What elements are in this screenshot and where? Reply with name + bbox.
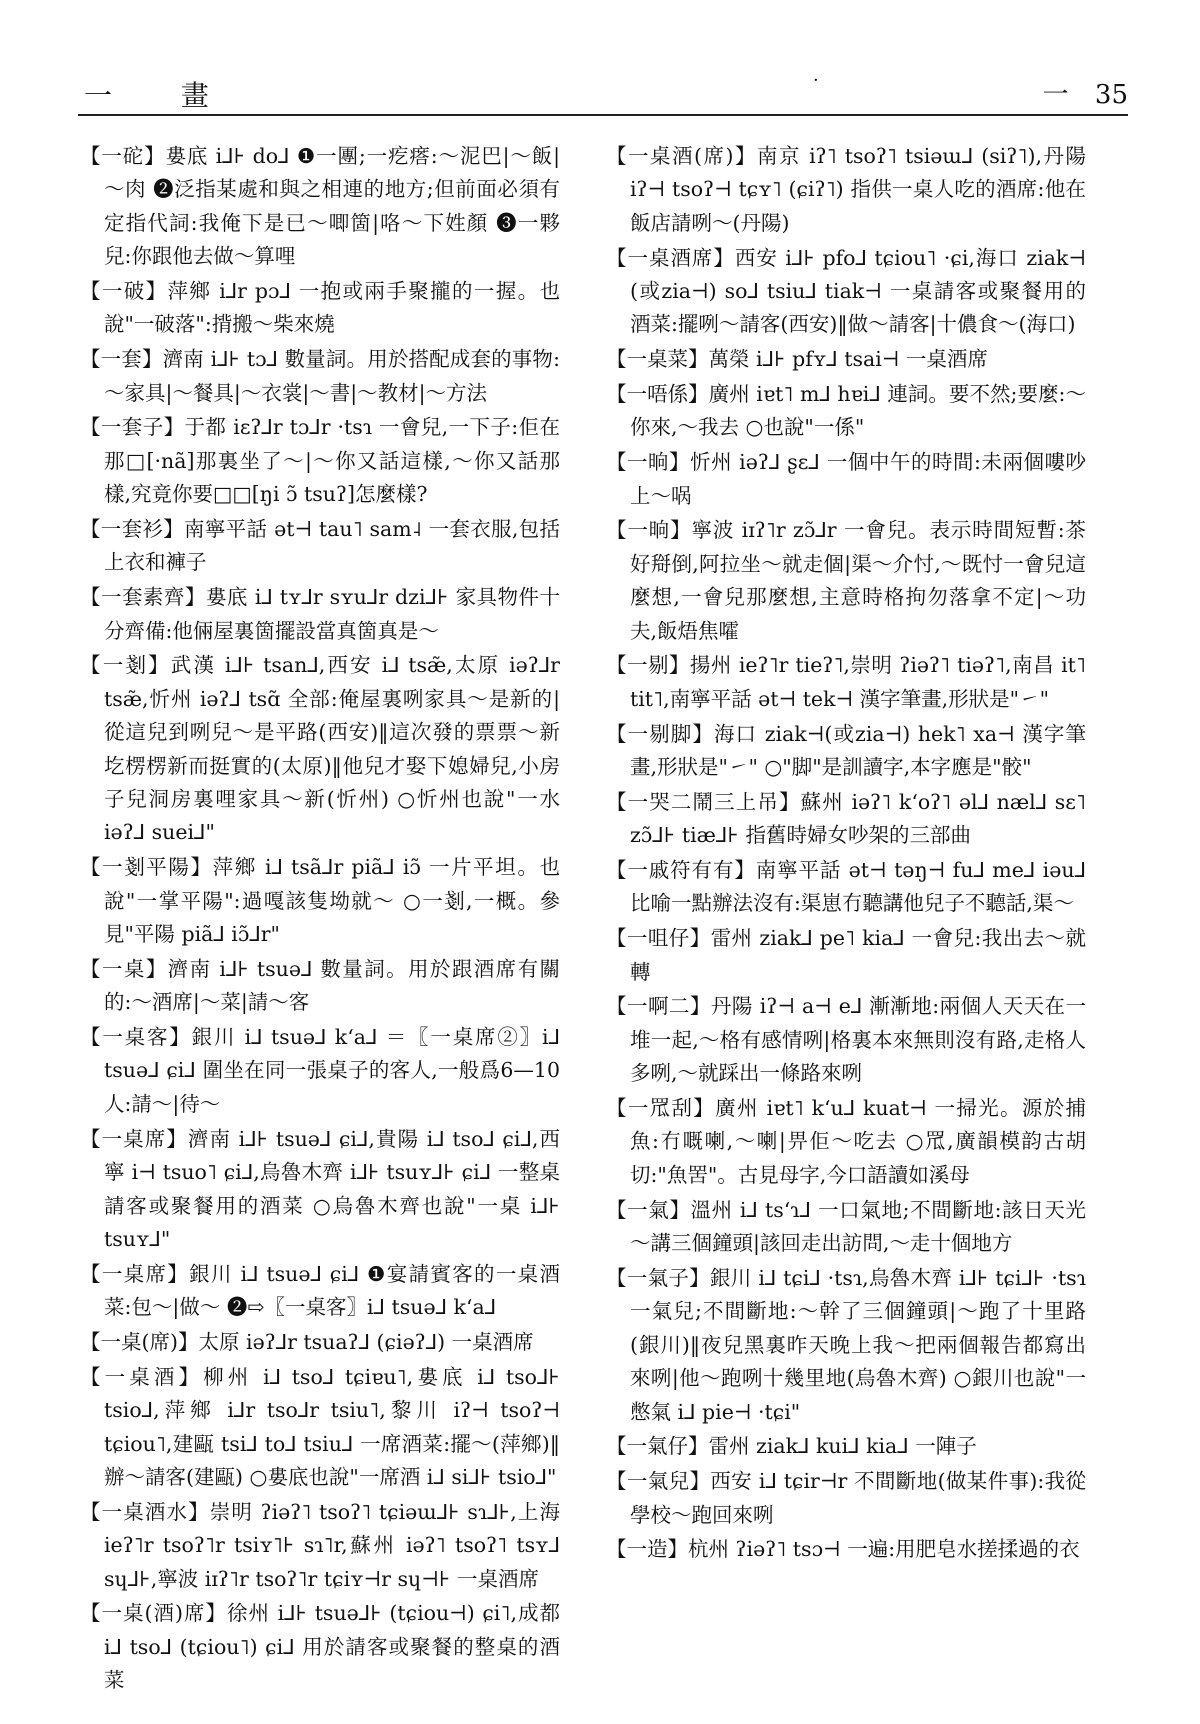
dictionary-entry: 【一戚符有有】南寧平話 ət⊣ təŋ⊣ fu⅃ me⅃ iəu⅃ 比喻一點辦法沒有:渠崽冇聽講他兒子不聽話,渠～ xyxy=(606,858,1086,916)
dictionary-entry: 【一氣子】銀川 i⅃ tɕi⅃ ·tsɿ,烏魯木齊 i⅃⊦ tɕi⅃⊦ ·tsɿ 一氣兒;不間斷地:～幹了三個鐘頭|～跑了十里路(銀川)‖夜兒黑裏昨天晚上我～把兩個報告都寫出來咧|他～跑咧十幾里地(烏魯木齊) ○銀川也說"一憋氣 i⅃ pie⊣ ·tɕi" xyxy=(606,1265,1086,1424)
dictionary-entry: 【一剔脚】海口 ziak⊣(或zia⊣) hek˥ xa⊣ 漢字筆畫,形狀是"㇀" ○"脚"是訓讀字,本字應是"骹" xyxy=(606,721,1086,780)
header-dot: · xyxy=(813,70,819,91)
dictionary-entry: 【一桌酒(席)】南京 iʔ˥ tsoʔ˥ tsiəɯ⅃ (siʔ˥),丹陽 iʔ⊣ tsoʔ⊣ tɕʏ˥ (ɕiʔ˥) 指供一桌人吃的酒席:他在飯店請咧～(丹陽) xyxy=(606,144,1086,235)
dictionary-entry: 【一剗平陽】萍鄉 i⅃ tsã⅃r piã⅃ iɔ̃ 一片平坦。也說"一掌平陽":過嘎該隻坳就～ ○一剗,一概。參見"平陽 piã⅃ iɔ̃⅃r" xyxy=(80,855,560,947)
dictionary-entry: 【一桌(酒)席】徐州 i⅃⊦ tsuə⅃⊦ (tɕiou⊣) ɕi˥,成都 i⅃ tso⅃ (tɕiou˥) ɕi⅃ 用於請客或聚餐的整桌的酒菜 xyxy=(80,1601,560,1693)
dictionary-entry: 【一桌(席)】太原 iəʔ⅃r tsuaʔ⅃ (ɕiəʔ⅃) 一桌酒席 xyxy=(80,1329,534,1354)
dictionary-entry: 【一晌】忻州 iəʔ⅃ ʂɛ⅃ 一個中午的時間:未兩個嘍吵上～㖞 xyxy=(606,450,1086,508)
dictionary-entry: 【一氣仔】雷州 ziak⅃ kui⅃ kia⅃ 一陣子 xyxy=(606,1434,977,1459)
dictionary-entry: 【一罛刮】廣州 iɐt˥ kʻu⅃ kuat⊣ 一掃光。源於捕魚:冇嘅喇,～喇|畀佢～吃去 ○罛,廣韻模韵古胡切:"魚罟"。古見母字,今口語讀如溪母 xyxy=(606,1096,1086,1187)
section-title: 一 畫 xyxy=(84,79,239,112)
dictionary-entry: 【一套衫】南寧平話 ət⊣ tau˥ sam˨ 一套衣服,包括上衣和褲子 xyxy=(80,517,560,575)
right-column xyxy=(606,140,1086,1700)
dictionary-entry: 【一桌客】銀川 i⅃ tsuə⅃ kʻa⅃ ＝〖一桌席②〗i⅃ tsuə⅃ ɕi⅃ 圍坐在同一張桌子的客人,一般爲6—10人:請～|待～ xyxy=(80,1025,560,1116)
dictionary-entry: 【一晌】寧波 iɪʔ˥r zɔ̃⅃r 一會兒。表示時間短暫:茶好搿倒,阿拉坐～就走個|渠～介忖,～既忖一會兒這麼想,一會兒那麼想,主意時格拘勿落拿不定|～功夫,飯焐焦嚯 xyxy=(606,518,1086,643)
dictionary-entry: 【一桌酒席】西安 i⅃⊦ pfo⅃ tɕiou˥ ·ɕi,海口 ziak⊣ (或zia⊣) so⅃ tsiu⅃ tiak⊣ 一桌請客或聚餐用的酒菜:擺咧～請客(西安)‖做～請客|十儂食～(海口) xyxy=(606,245,1086,337)
dictionary-entry: 【一桌酒水】崇明 ʔiəʔ˥ tsoʔ˥ tɕiəɯ⅃⊦ sɿ⅃⊦,上海 ieʔ˥r tsoʔ˥r tsiʏ˥⊦ sɿ˥r,蘇州 iəʔ˥ tsoʔ˥ tsʏ⅃ sɥ⅃⊦,寧波 iɪʔ˥r tsoʔ˥r tɕiʏ⊣r sɥ⊣⊦ 一桌酒席 xyxy=(80,1499,560,1591)
dictionary-entry: 【一破】萍鄉 i⅃r pɔ⅃ 一抱或兩手聚攏的一握。也說"一破落":揹搬～柴來燒 xyxy=(80,279,560,337)
dictionary-entry: 【一哭二鬧三上吊】蘇州 iəʔ˥ kʻoʔ˥ əl⅃ næl⅃ sɛ˥ zɔ̃⅃⊦ tiæ⅃⊦ 指舊時婦女吵架的三部曲 xyxy=(606,789,1086,848)
dictionary-entry: 【一啊二】丹陽 iʔ⊣ a⊣ e⅃ 漸漸地:兩個人天天在一堆一起,～格有感情咧|格裏本來無則沒有路,走格人多咧,～就踩出一條路來咧 xyxy=(606,994,1086,1086)
dictionary-entry: 【一剔】揚州 ieʔ˥r tieʔ˥,崇明 ʔiəʔ˥ tiəʔ˥,南昌 it˥ tit˥,南寧平話 ət⊣ tek⊣ 漢字筆畫,形狀是"㇀" xyxy=(606,653,1086,711)
page-number: 35 xyxy=(1094,80,1128,110)
dictionary-entry: 【一剗】武漢 i⅃⊦ tsan⅃,西安 i⅃ tsæ̃,太原 iəʔ⅃r tsæ̃,忻州 iəʔ⅃ tsɑ̃ 全部:俺屋裏咧家具～是新的|從這兒到咧兒～是平路(西安)‖這次發的票票～新圪楞楞新而挺實的(太原)‖他兒才娶下媳婦兒,小房子兒洞房裏哩家具～新(忻州) ○忻州也說"一水 iəʔ⅃ suei⅃" xyxy=(80,653,560,845)
dictionary-entry: 【一桌席】濟南 i⅃⊦ tsuə⅃ ɕi⅃,貴陽 i⅃ tso⅃ ɕi⅃,西寧 i⊣ tsuo˥ ɕi⅃,烏魯木齊 i⅃⊦ tsuʏ⅃⊦ ɕi⅃ 一整桌請客或聚餐用的酒菜 ○烏魯木齊也說"一桌 i⅃⊦ tsuʏ⅃" xyxy=(80,1126,560,1251)
dictionary-entry: 【一砣】婁底 i⅃⊦ do⅃ ❶一團;一疙瘩:～泥巴|～飯|～肉 ❷泛指某處和與之相連的地方;但前面必須有定指代詞:我俺下是已～唧箇|咯～下姓顏 ❸一夥兒:你跟他去做～算哩 xyxy=(80,144,560,269)
dictionary-entry: 【一套素齊】婁底 i⅃ tʏ⅃r sʏu⅃r dzi⅃⊦ 家具物件十分齊備:他倆屋裏箇擺設當真箇真是～ xyxy=(80,585,560,643)
dictionary-entry: 【一咀仔】雷州 ziak⅃ pe˥ kia⅃ 一會兒:我出去～就轉 xyxy=(606,926,1086,984)
dictionary-entry: 【一套子】于都 iɛʔ⅃r tɔ⅃r ·tsɿ 一會兒,一下子:佢在那□[·nã]那裏坐了～|～你又話這樣,～你又話那樣,究竟你要□□[ŋi ɔ̃ tsuʔ]怎麼樣? xyxy=(80,415,560,507)
header-stroke-char: 一 xyxy=(1042,80,1069,110)
header-right xyxy=(1025,74,1128,111)
dictionary-entry: 【一桌菜】萬榮 i⅃⊦ pfʏ⅃ tsai⊣ 一桌酒席 xyxy=(606,347,988,372)
dictionary-entry: 【一氣】溫州 i⅃ tsʻɿ⅃ 一口氣地;不間斷地:該日天光～講三個鐘頭|該回走出訪問,～走十個地方 xyxy=(606,1197,1086,1256)
dictionary-entry: 【一套】濟南 i⅃⊦ tɔ⅃ 數量詞。用於搭配成套的事物:～家具|～餐具|～衣裳|～書|～教材|～方法 xyxy=(80,347,560,405)
dictionary-entry: 【一桌】濟南 i⅃⊦ tsuə⅃ 數量詞。用於跟酒席有關的:～酒席|～菜|請～客 xyxy=(80,956,560,1015)
dictionary-entry: 【一唔係】廣州 iɐt˥ m⅃ hɐi⅃ 連詞。要不然;要麼:～你來,～我去 ○也說"一係" xyxy=(606,382,1086,440)
left-column xyxy=(80,140,560,1700)
dictionary-entry: 【一桌酒】柳州 i⅃ tso⅃ tɕiɐu˥,婁底 i⅃ tso⅃⊦ tsio⅃,萍鄉 i⅃r tso⅃r tsiu˥,黎川 iʔ⊣ tsoʔ⊣ tɕiou˥,建甌 tsi⅃ to⅃ tsiu⅃ 一席酒菜:擺～(萍鄉)‖辦～請客(建甌) ○婁底也說"一席酒 i⅃ si⅃⊦ tsio⅃" xyxy=(80,1364,560,1489)
dictionary-entry: 【一桌席】銀川 i⅃ tsuə⅃ ɕi⅃ ❶宴請賓客的一桌酒菜:包～|做～ ❷⇨〖一桌客〗i⅃ tsuə⅃ kʻa⅃ xyxy=(80,1261,560,1320)
dictionary-entry: 【一氣兒】西安 i⅃ tɕir⊣r 不間斷地(做某件事):我從學校～跑回來咧 xyxy=(606,1469,1086,1527)
dictionary-entry: 【一造】杭州 ʔiəʔ˥ tsɔ⊣ 一遍:用肥皂水搓揉過的衣 xyxy=(606,1537,1080,1562)
page-header xyxy=(78,70,1128,116)
